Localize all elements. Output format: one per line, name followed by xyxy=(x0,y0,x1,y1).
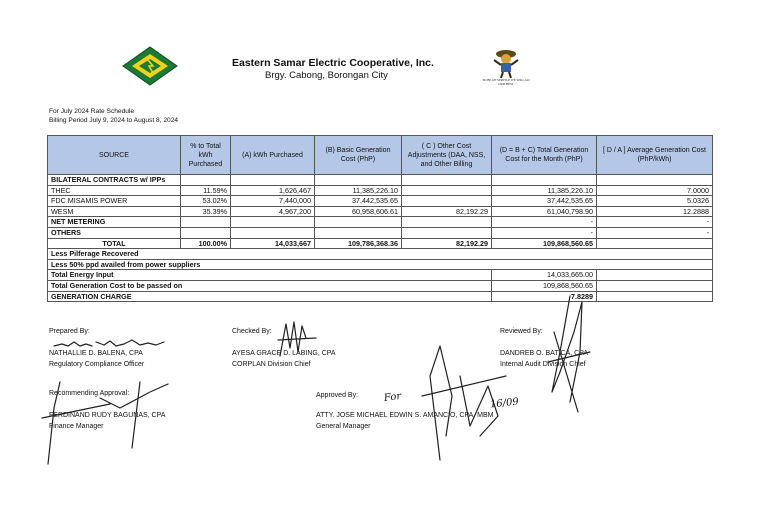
total-label: TOTAL xyxy=(48,238,181,249)
approved-role: General Manager xyxy=(316,423,371,430)
header-kwh: (A) kWh Purchased xyxy=(231,136,315,175)
energy-input-value: 14,033,665.00 xyxy=(492,270,597,281)
others-label: OTHERS xyxy=(48,227,181,238)
seal-motto: TO BE OF SERVICE WE WILL GO OUR BEST xyxy=(482,78,530,86)
net-metering-label: NET METERING xyxy=(48,217,181,228)
row-basic: 11,385,226.10 xyxy=(315,185,402,196)
checked-signature xyxy=(276,318,326,360)
table-row xyxy=(48,206,713,217)
org-name: Eastern Samar Electric Cooperative, Inc. xyxy=(232,57,434,69)
mascot-seal-icon xyxy=(489,48,523,78)
net-metering-total: - xyxy=(492,217,597,228)
row-total: 37,442,535.65 xyxy=(492,196,597,207)
row-basic: 60,958,606.61 xyxy=(315,206,402,217)
header-source: SOURCE xyxy=(48,136,181,175)
reviewed-role: Internal Audit Division Chief xyxy=(500,361,586,368)
total-total: 109,868,560.65 xyxy=(492,238,597,249)
gen-charge-value: 7.8289 xyxy=(492,291,597,302)
row-other: 82,192.29 xyxy=(402,206,492,217)
table-header-row xyxy=(48,136,713,175)
table-row xyxy=(48,249,713,260)
recommending-name: FERDINAND RUDY BAGUNAS, CPA xyxy=(49,412,166,419)
others-total: - xyxy=(492,227,597,238)
table-row xyxy=(48,291,713,302)
ppd-label: Less 50% ppd availed from power suppliers xyxy=(48,259,713,270)
gen-charge-label: GENERATION CHARGE xyxy=(48,291,492,302)
total-other: 82,192.29 xyxy=(402,238,492,249)
row-pct: 53.02% xyxy=(181,196,231,207)
handwritten-for: For xyxy=(383,390,402,405)
net-metering-avg: - xyxy=(597,217,713,228)
billing-period: Billing Period July 9, 2024 to August 8, 2024 xyxy=(49,117,179,124)
row-basic: 37,442,535.65 xyxy=(315,196,402,207)
table-row xyxy=(48,259,713,270)
row-other xyxy=(402,196,492,207)
table-row xyxy=(48,270,713,281)
row-other xyxy=(402,185,492,196)
reviewed-name: DANDREB O. BATICA, CPA xyxy=(500,350,589,357)
table-row xyxy=(48,217,713,228)
reviewed-signature xyxy=(530,292,602,416)
total-basic: 109,786,368.36 xyxy=(315,238,402,249)
row-total: 61,040,798.90 xyxy=(492,206,597,217)
row-avg: 12.2888 xyxy=(597,206,713,217)
bilateral-label: BILATERAL CONTRACTS w/ IPPs xyxy=(48,175,181,186)
pilferage-label: Less Pilferage Recovered xyxy=(48,249,713,260)
generation-cost-table xyxy=(47,135,713,302)
table-row xyxy=(48,227,713,238)
row-total: 11,385,226.10 xyxy=(492,185,597,196)
row-avg: 7.0000 xyxy=(597,185,713,196)
total-row xyxy=(48,238,713,249)
approved-label: Approved By: xyxy=(316,392,359,399)
cooperative-logo xyxy=(122,46,178,86)
prepared-role: Regulatory Compliance Officer xyxy=(49,361,145,368)
rate-schedule: For July 2024 Rate Schedule xyxy=(49,108,135,115)
prepared-name: NATHALLIE D. BALENA, CPA xyxy=(49,350,143,357)
header-total-cost: (D = B + C) Total Generation Cost for the Month (PhP) xyxy=(492,136,597,175)
checked-name: AYESA GRACE D. LABING, CPA xyxy=(232,350,336,357)
table-row xyxy=(48,280,713,291)
recommending-role: Finance Manager xyxy=(49,423,104,430)
row-source: WESM xyxy=(48,206,181,217)
others-avg: - xyxy=(597,227,713,238)
header-avg-cost: [ D / A ] Average Generation Cost (PhP/kWh) xyxy=(597,136,713,175)
row-source: THEC xyxy=(48,185,181,196)
header-basic-cost: (B) Basic Generation Cost (PhP) xyxy=(315,136,402,175)
row-source: FDC MISAMIS POWER xyxy=(48,196,181,207)
total-pct: 100.00% xyxy=(181,238,231,249)
row-kwh: 4,967,200 xyxy=(231,206,315,217)
approved-name: ATTY. JOSE MICHAEL EDWIN S. AMANCIO, CPA, MBM xyxy=(316,412,494,419)
row-avg: 5.0326 xyxy=(597,196,713,207)
energy-input-label: Total Energy Input xyxy=(48,270,492,281)
recommending-label: Recommending Approval: xyxy=(49,390,130,397)
header-other-cost: ( C ) Other Cost Adjustments (DAA, NSS, and Other Billing xyxy=(402,136,492,175)
gen-cost-label: Total Generation Cost to be passed on xyxy=(48,280,492,291)
header-pct: % to Total kWh Purchased xyxy=(181,136,231,175)
reviewed-label: Reviewed By: xyxy=(500,328,543,335)
recommending-signature xyxy=(40,378,180,466)
row-pct: 35.39% xyxy=(181,206,231,217)
row-kwh: 7,440,000 xyxy=(231,196,315,207)
gen-cost-value: 109,868,560.65 xyxy=(492,280,597,291)
handwritten-date: 16/09 xyxy=(489,396,520,411)
prepared-label: Prepared By: xyxy=(49,328,90,335)
row-kwh: 1,626,467 xyxy=(231,185,315,196)
table-row xyxy=(48,175,713,186)
org-address: Brgy. Cabong, Borongan City xyxy=(265,70,388,81)
table-row xyxy=(48,196,713,207)
checked-role: CORPLAN Division Chief xyxy=(232,361,311,368)
row-pct: 11.59% xyxy=(181,185,231,196)
prepared-signature xyxy=(52,336,172,352)
table-row xyxy=(48,185,713,196)
checked-label: Checked By: xyxy=(232,328,272,335)
total-kwh: 14,033,667 xyxy=(231,238,315,249)
